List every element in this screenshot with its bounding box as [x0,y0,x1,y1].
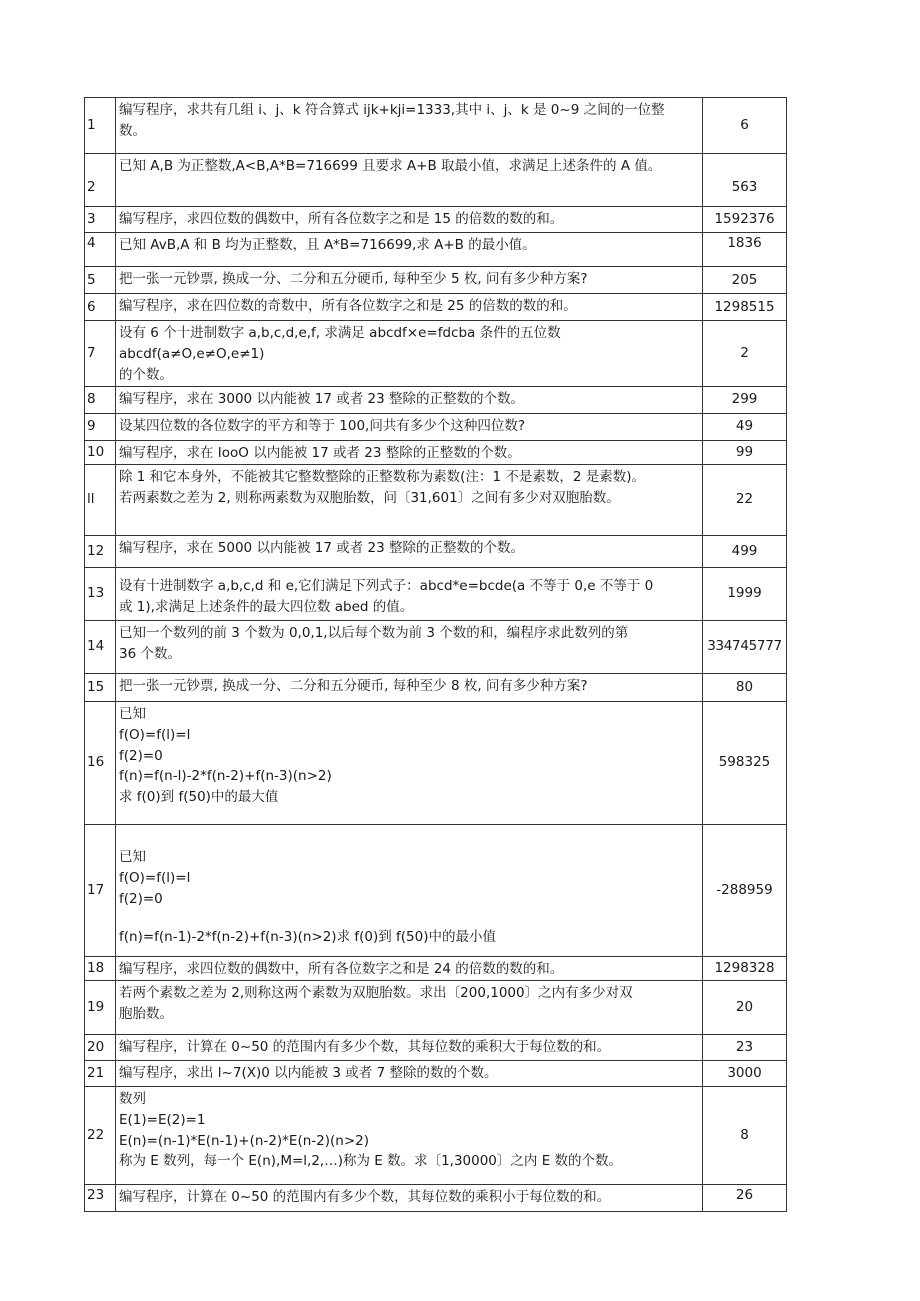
answer-cell: 1298515 [703,294,787,321]
answer-cell: 26 [703,1184,787,1211]
answer-cell: 99 [703,440,787,464]
table-row [85,824,787,956]
row-number: 4 [85,233,116,267]
problem-table [84,97,787,1212]
question-cell: 编写程序，求在 IooO 以内能被 17 或者 23 整除的正整数的个数。 [116,440,703,464]
answer-cell: 334745777 [703,620,787,673]
row-number: 8 [85,386,116,413]
row-number: 14 [85,620,116,673]
answer-cell: 3000 [703,1060,787,1086]
question-cell: 编写程序，求四位数的偶数中，所有各位数字之和是 15 的倍数的数的和。 [116,207,703,233]
row-number: 13 [85,567,116,620]
row-number: 9 [85,413,116,440]
row-number: 20 [85,1034,116,1060]
question-cell: 除 1 和它本身外，不能被其它整数整除的正整数称为素数(注：1 不是素数，2 是素数)。 若两素数之差为 2, 则称两素数为双胞胎数，问〔31,601〕之间有多少对双胞胎数。 [116,464,703,535]
row-number: ll [85,464,116,535]
table-row [85,413,787,440]
answer-cell: 1592376 [703,207,787,233]
question-cell: 编写程序，求在 5000 以内能被 17 或者 23 整除的正整数的个数。 [116,535,703,567]
row-number: 22 [85,1086,116,1184]
table-row [85,321,787,387]
table-row [85,233,787,267]
question-cell: 数列 E(1)=E(2)=1 E(n)=(n-1)*E(n-1)+(n-2)*E(n-2)(n>2) 称为 E 数列，每一个 E(n),M=l,2,…)称为 E 数。求〔1,30000〕之内 E 数的个数。 [116,1086,703,1184]
answer-cell: 299 [703,386,787,413]
question-cell: 已知一个数列的前 3 个数为 0,0,1,以后每个数为前 3 个数的和，编程序求此数列的第 36 个数。 [116,620,703,673]
question-cell: 已知 f(O)=f(l)=l f(2)=0 f(n)=f(n-1)-2*f(n-2)+f(n-3)(n>2)求 f(0)到 f(50)中的最小值 [116,824,703,956]
answer-cell: 80 [703,673,787,701]
table-row [85,1060,787,1086]
table-row [85,673,787,701]
row-number: 12 [85,535,116,567]
answer-cell: 20 [703,980,787,1034]
table-row [85,567,787,620]
table-row [85,207,787,233]
question-cell: 已知 A,B 为正整数,A<B,A*B=716699 且要求 A+B 取最小值，求满足上述条件的 A 值。 [116,154,703,207]
answer-cell: -288959 [703,824,787,956]
row-number: 3 [85,207,116,233]
table-row [85,1086,787,1184]
question-cell: 设有 6 个十进制数字 a,b,c,d,e,f, 求满足 abcdf×e=fdcba 条件的五位数 abcdf(a≠O,e≠O,e≠1) 的个数。 [116,321,703,387]
answer-cell: 23 [703,1034,787,1060]
table-row [85,956,787,980]
row-number: 18 [85,956,116,980]
table-row [85,294,787,321]
row-number: 6 [85,294,116,321]
table-row [85,386,787,413]
row-number: 23 [85,1184,116,1211]
row-number: 7 [85,321,116,387]
answer-cell: 499 [703,535,787,567]
answer-cell: 6 [703,98,787,154]
question-cell: 若两个素数之差为 2,则称这两个素数为双胞胎数。求出〔200,1000〕之内有多少对双 胞胎数。 [116,980,703,1034]
row-number: 2 [85,154,116,207]
table-row [85,464,787,535]
table-row [85,980,787,1034]
question-cell: 编写程序，求共有几组 i、j、k 符合算式 ijk+kji=1333,其中 i、j、k 是 0~9 之间的一位整 数。 [116,98,703,154]
answer-cell: 22 [703,464,787,535]
table-row [85,701,787,824]
row-number: 1 [85,98,116,154]
row-number: 5 [85,267,116,294]
answer-cell: 598325 [703,701,787,824]
row-number: 16 [85,701,116,824]
question-cell: 设某四位数的各位数字的平方和等于 100,问共有多少个这种四位数? [116,413,703,440]
row-number: 17 [85,824,116,956]
table-row [85,620,787,673]
question-cell: 设有十进制数字 a,b,c,d 和 e,它们满足下列式子：abcd*e=bcde(a 不等于 0,e 不等于 0 或 1),求满足上述条件的最大四位数 abed 的值。 [116,567,703,620]
question-cell: 编写程序，求出 l~7(X)0 以内能被 3 或者 7 整除的数的个数。 [116,1060,703,1086]
question-cell: 编写程序，计算在 0~50 的范围内有多少个数，其每位数的乘积大于每位数的和。 [116,1034,703,1060]
table-row [85,1034,787,1060]
row-number: 19 [85,980,116,1034]
table-row [85,267,787,294]
answer-cell: 1999 [703,567,787,620]
table-row [85,1184,787,1211]
question-cell: 已知 f(O)=f(l)=l f(2)=0 f(n)=f(n-l)-2*f(n-2)+f(n-3)(n>2) 求 f(0)到 f(50)中的最大值 [116,701,703,824]
question-cell: 把一张一元钞票, 换成一分、二分和五分硬币, 每种至少 5 枚, 问有多少种方案? [116,267,703,294]
question-cell: 把一张一元钞票, 换成一分、二分和五分硬币, 每种至少 8 枚, 问有多少种方案? [116,673,703,701]
table-row [85,440,787,464]
row-number: 15 [85,673,116,701]
answer-cell: 205 [703,267,787,294]
table-row [85,154,787,207]
answer-cell: 2 [703,321,787,387]
table-row [85,98,787,154]
answer-cell: 1836 [703,233,787,267]
answer-cell: 49 [703,413,787,440]
question-cell: 编写程序，求在 3000 以内能被 17 或者 23 整除的正整数的个数。 [116,386,703,413]
row-number: 21 [85,1060,116,1086]
table-row [85,535,787,567]
answer-cell: 1298328 [703,956,787,980]
answer-cell: 8 [703,1086,787,1184]
answer-cell: 563 [703,154,787,207]
question-cell: 编写程序，计算在 0~50 的范围内有多少个数，其每位数的乘积小于每位数的和。 [116,1184,703,1211]
question-cell: 编写程序，求四位数的偶数中，所有各位数字之和是 24 的倍数的数的和。 [116,956,703,980]
row-number: 10 [85,440,116,464]
question-cell: 编写程序，求在四位数的奇数中，所有各位数字之和是 25 的倍数的数的和。 [116,294,703,321]
question-cell: 已知 AvB,A 和 B 均为正整数，且 A*B=716699,求 A+B 的最小值。 [116,233,703,267]
